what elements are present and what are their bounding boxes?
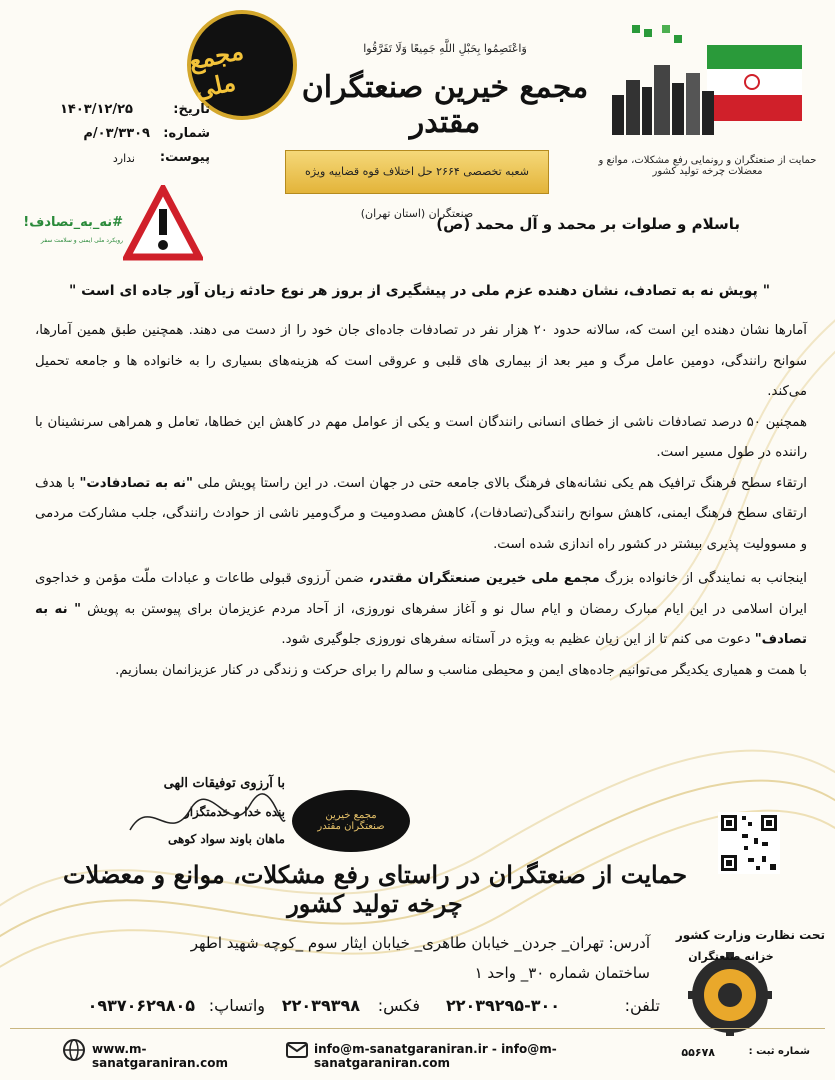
supervision-text: تحت نظارت وزارت کشور <box>675 928 825 942</box>
phone-label: تلفن: <box>624 996 660 1015</box>
whatsapp-label: واتساپ: <box>208 996 265 1015</box>
signature-wish: با آرزوی توفیقات الهی <box>163 776 285 791</box>
registration-label: شماره ثبت : <box>748 1046 810 1057</box>
number-label: شماره: <box>163 126 210 141</box>
email-links[interactable]: info@m-sanatgaraniran.ir - info@m-sanatgaraniran.com <box>314 1042 557 1070</box>
iran-flag-skyline-icon <box>612 25 802 145</box>
paragraph-4: اینجانب به نمایندگی از خانواده بزرگ مجمع ملی خیرین صنعتگران مقتدر، ضمن آرزوی قبولی طاعات و عبادات ملّت مؤمن و خداجوی ایران اسلامی در این ایام مبارک رمضان و ایام سال نو و آغاز سفرهای نوروزی، از آحاد مردم عزیزمان برای پیوستن به پویش " نه به تصادف" دعوت می کنم تا از این زیان عظیم به ویژه در آستانه سفرهای نوروزی جلوگیری شود. <box>35 571 807 647</box>
date-value: ۱۴۰۳/۱۲/۲۵ <box>60 102 133 117</box>
badge-text: مجمع ملی <box>186 35 246 104</box>
official-stamp <box>292 790 410 852</box>
signature-name: ماهان باوند سواد کوهی <box>167 832 285 846</box>
attachment-label: پیوست: <box>159 150 210 165</box>
paragraph-5: با همت و همیاری یکدیگر می‌توانیم جاده‌های ایمن و محیطی مناسب و سالم را برای حرکت و زندگی در کنار عزیزانمان بسازیم. <box>115 662 807 678</box>
signature-servant: بنده خدا و خدمتگزار <box>183 805 285 819</box>
globe-icon <box>62 1038 86 1062</box>
headline: " پویش نه به تصادف، نشان دهنده عزم ملی در پیشگیری از بروز هر نوع حادثه زیان آور جاده ای است " <box>69 283 770 299</box>
fax-value: ۲۲۰۳۹۳۹۸ <box>281 996 360 1015</box>
campaign-name-1: "نه به تصادفادت" <box>79 475 193 491</box>
stamp-line-2: صنعتگران مقتدر <box>317 821 385 832</box>
header-slogan: حمایت از صنعتگران و رونمایی رفع مشکلات، موانع و معضلات چرخه تولید کشور <box>598 155 817 177</box>
paragraph-2: همچنین ۵۰ درصد تصادفات ناشی از خطای انسانی رانندگان است و یکی از عوامل مهم در کاهش این خطاها، تعامل و همراهی سرنشینان با راننده در طول مسیر است. <box>35 414 808 460</box>
organization-title: مجمع خیرین صنعتگران مقتدر <box>301 70 589 140</box>
phone-value[interactable]: ۲۲۰۳۹۲۹۵-۳۰۰ <box>445 996 560 1015</box>
paragraph-1: آمارها نشان دهنده این است که، سالانه حدود ۲۰ هزار نفر در تصادفات جاده‌ای جان خود را از دست می دهند. همچنین طبق همین آمارها، سوانح رانندگی، دومین عامل مرگ و میر بعد از بیماری های قلبی و عروقی است که هزینه‌های بسیاری را به خانواده ها و جامعه تحمیل می‌کند. <box>35 323 808 399</box>
bottom-slogan: حمایت از صنعتگران در راستای رفع مشکلات، موانع و معضلات چرخه تولید کشور <box>62 860 688 918</box>
stamp-line-1: مجمع خیرین <box>325 810 377 821</box>
letter-body <box>35 316 807 686</box>
footer-divider <box>10 1028 825 1029</box>
qr-code-icon[interactable] <box>718 812 780 874</box>
attachment-value: ندارد <box>112 152 135 165</box>
paragraph-3: ارتقاء سطح فرهنگ ترافیک هم یکی نشانه‌های فرهنگ بالای جامعه حتی در جهان است. در این راستا پویش ملی "نه به تصادفادت" با هدف ارتقای سطح فرهنگ ایمنی، کاهش سوانح رانندگی(تصادفات)، کاهش مصدومیت و مرگ‌ومیر ناشی از حوادث رانندگی، جلب مشارکت مردمی و مسوولیت پذیری بیشتر در کشور راه اندازی شده است. <box>35 475 807 552</box>
address-line-2: ساختمان شماره ۳۰_ واحد ۱ <box>474 964 650 982</box>
org-name-inline: مجمع ملی خیرین صنعتگران مقتدر، <box>368 571 600 586</box>
branch-banner <box>285 150 549 220</box>
campaign-title: #نه_به_تصادف! <box>23 215 123 230</box>
registration-value: ۵۵۶۷۸ <box>681 1046 715 1059</box>
campaign-logo <box>23 185 203 265</box>
fax-label: فکس: <box>377 996 420 1015</box>
address-line-1: آدرس: تهران_ جردن_ خیابان طاهری_ خیابان ایثار سوم _کوچه شهید اطهر <box>190 934 650 952</box>
campaign-subtitle: رویکرد ملی ایمنی و سلامت سفر <box>40 237 123 244</box>
campaign-name-2: " نه به تصادف" <box>35 601 807 647</box>
handwritten-signature <box>120 790 290 850</box>
treasury-name: خزانه صنعتگران <box>688 950 774 963</box>
basmala-verse: وَاعْتَصِمُوا بِحَبْلِ اللَّهِ جَمِيعًا وَلَا تَفَرَّقُوا <box>363 42 527 55</box>
number-value: ۰۳/۳۳۰۹/م <box>83 126 150 141</box>
date-label: تاریخ: <box>173 102 210 117</box>
email-icon <box>285 1038 309 1062</box>
whatsapp-value[interactable]: ۰۹۳۷۰۶۲۹۸۰۵ <box>87 996 195 1015</box>
branch-text: شعبه تخصصی ۲۶۶۴ حل اختلاف قوه قضاییه ویژه صنعتگران (استان تهران) <box>305 165 529 220</box>
salutation: باسلام و صلوات بر محمد و آل محمد (ص) <box>436 215 740 233</box>
website-link[interactable]: www.m-sanatgaraniran.com <box>92 1042 228 1070</box>
